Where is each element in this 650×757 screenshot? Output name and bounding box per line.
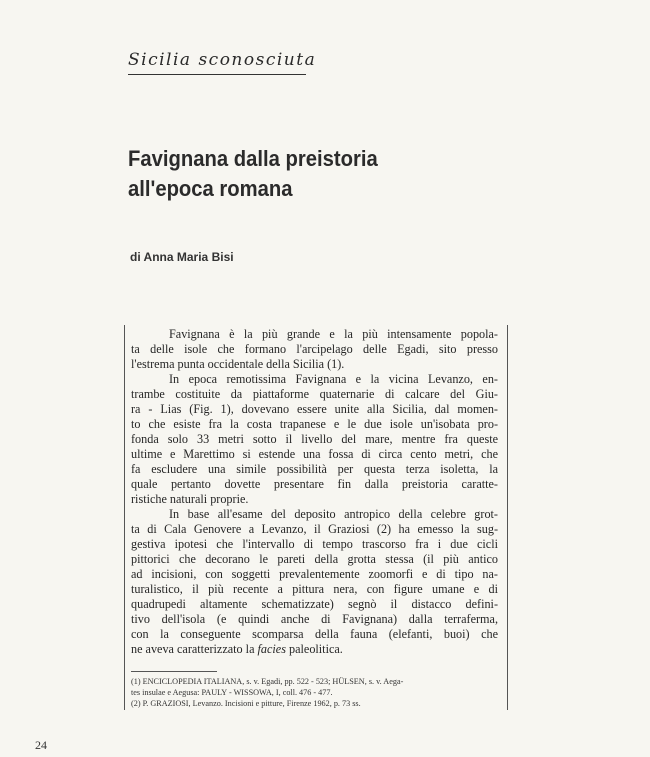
section-header: Sicilia sconosciuta xyxy=(128,50,317,70)
body-line: ultime e Marettimo si estende una fossa di circa cento metri, che xyxy=(131,447,498,461)
footnote-line: (1) ENCICLOPEDIA ITALIANA, s. v. Egadi, pp. 522 - 523; HÜLSEN, s. v. Aega- xyxy=(131,677,404,686)
body-line: quadrupedi altamente schematizzate) segnò il distacco defini- xyxy=(131,597,498,611)
body-line: turalistico, il più recente a pittura nera, con figure umane e di xyxy=(131,582,498,596)
body-line: l'estrema punta occidentale della Sicilia (1). xyxy=(131,357,345,371)
body-line: In base all'esame del deposito antropico della celebre grot- xyxy=(169,507,498,521)
body-line: ta delle isole che formano l'arcipelago delle Egadi, sito presso xyxy=(131,342,498,356)
article-body xyxy=(131,327,498,657)
italic-term: facies xyxy=(257,642,286,656)
body-line: to che esiste fra la costa trapanese e le due isole un'isobata pro- xyxy=(131,417,498,431)
footnote-line: tes insulae e Aegusa: PAULY - WISSOWA, I, coll. 476 - 477. xyxy=(131,688,333,697)
body-line: gestiva ipotesi che l'intervallo di tempo trascorso fra i due cicli xyxy=(131,537,498,551)
body-fragment: ne aveva caratterizzato la xyxy=(131,642,255,656)
body-line: con la conseguente scomparsa della fauna (elefanti, buoi) che xyxy=(131,627,498,641)
body-line: pittorici che decorano le pareti della grotta stessa (il più antico xyxy=(131,552,498,566)
header-underline xyxy=(128,74,306,75)
body-line: quale pertanto dovette presentare fin dalla preistoria caratte- xyxy=(131,477,498,491)
page-number: 24 xyxy=(35,738,47,752)
body-line: fa escludere una simile possibilità per questa terza isoletta, la xyxy=(131,462,498,476)
footnote-separator xyxy=(131,671,217,672)
footnote-line: (2) P. GRAZIOSI, Levanzo. Incisioni e pitture, Firenze 1962, p. 73 ss. xyxy=(131,699,361,708)
body-line: In epoca remotissima Favignana e la vicina Levanzo, en- xyxy=(169,372,498,386)
article-title xyxy=(128,144,378,204)
body-line: trambe costituite da piattaforme quaternarie di calcare del Giu- xyxy=(131,387,498,401)
body-line-last xyxy=(131,642,498,657)
title-line: all'epoca romana xyxy=(128,176,293,201)
body-line: ra - Lias (Fig. 1), dovevano essere unite alla Sicilia, dal momen- xyxy=(131,402,498,416)
body-line: tivo dell'isola (e quindi anche di Favignana) dalla terraferma, xyxy=(131,612,498,626)
body-line: ta di Cala Genovere a Levanzo, il Graziosi (2) ha emesso la sug- xyxy=(131,522,498,536)
footnotes xyxy=(131,676,498,709)
title-line: Favignana dalla preistoria xyxy=(128,146,378,171)
body-line: ristiche naturali proprie. xyxy=(131,492,249,506)
body-fragment: paleolitica. xyxy=(289,642,343,656)
body-line: fonda solo 33 metri sotto il livello del mare, mentre fra queste xyxy=(131,432,498,446)
body-line: Favignana è la più grande e la più intensamente popola- xyxy=(169,327,498,341)
author-byline: di Anna Maria Bisi xyxy=(130,250,234,264)
body-line: ad incisioni, con soggetti prevalentemente zoomorfi e di tipo na- xyxy=(131,567,498,581)
